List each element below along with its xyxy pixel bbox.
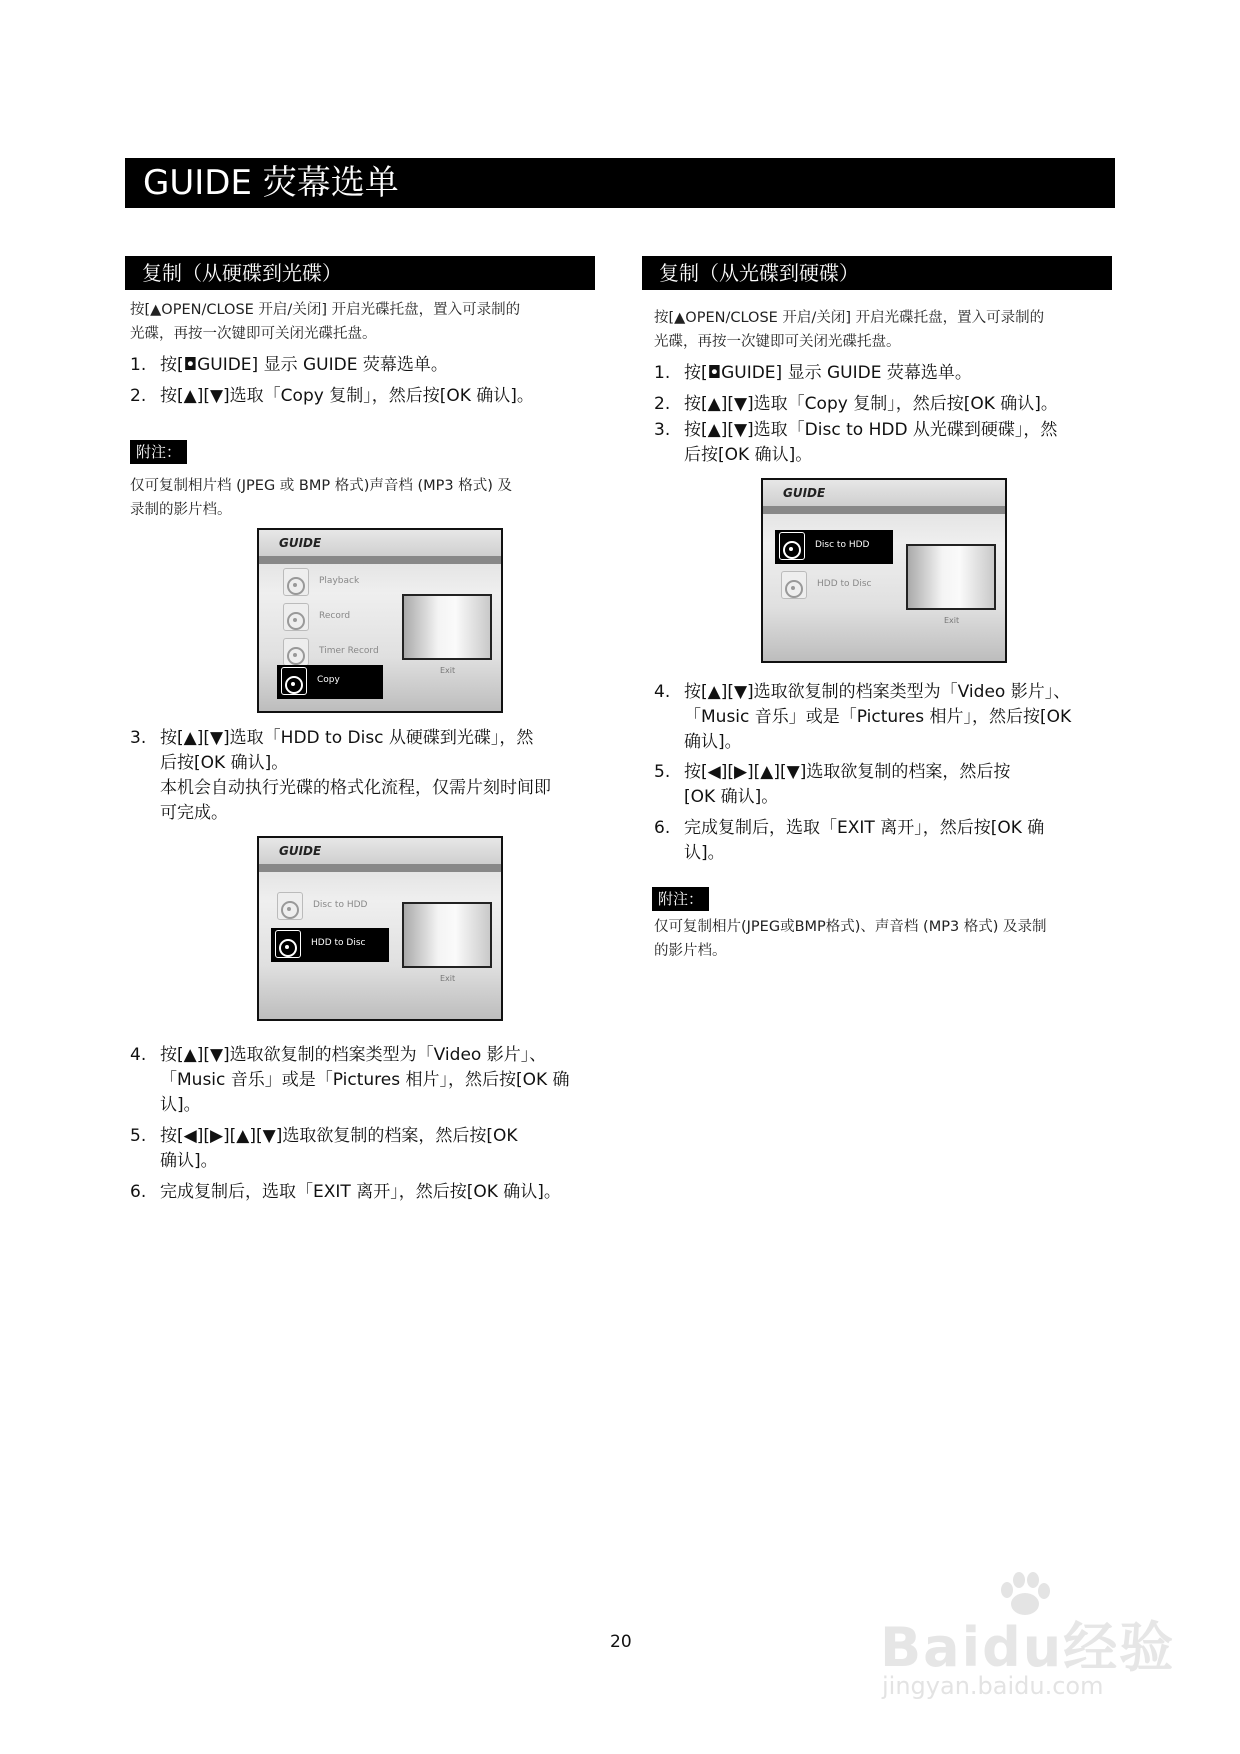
left-section-heading: 复制（从硬碟到光碟）	[125, 256, 595, 290]
right-step-1	[654, 361, 1134, 386]
right-step-4	[654, 680, 1134, 755]
exit-label: Exit	[440, 666, 456, 675]
exit-label: Exit	[440, 974, 456, 983]
menu-item-record	[279, 601, 379, 635]
left-intro-line2: 光碟，再按一次键即可关闭光碟托盘。	[130, 326, 377, 342]
step-text-line: 「Music 音乐」或是「Pictures 相片」，然后按[OK	[684, 707, 1072, 727]
right-note-line2: 的影片档。	[654, 943, 727, 959]
menu-item-copy-selected	[277, 665, 383, 699]
left-note-tag: 附注：	[130, 440, 187, 464]
step-text-line: 完成复制后，选取「EXIT 离开」，然后按[OK 确认]。	[160, 1182, 561, 1202]
step-number: 1.	[130, 355, 147, 375]
step-text-line: 后按[OK 确认]。	[160, 753, 289, 773]
playback-icon	[283, 568, 309, 596]
menu-item-label: HDD to Disc	[817, 579, 872, 589]
right-intro-line1: 按[▲OPEN/CLOSE 开启/关闭] 开启光碟托盘，置入可录制的	[654, 310, 1045, 326]
guide-menu-screenshot-hdd-to-disc	[257, 836, 503, 1021]
exit-label: Exit	[944, 616, 960, 625]
step-text-line: 认]。	[684, 843, 725, 863]
right-note-tag: 附注：	[652, 887, 709, 911]
left-step-4	[130, 1043, 610, 1118]
timer-record-icon	[283, 638, 309, 666]
menu-item-label: Timer Record	[319, 646, 379, 656]
menu-item-hdd-to-disc	[777, 569, 887, 603]
record-icon	[283, 603, 309, 631]
right-note-line1: 仅可复制相片(JPEG或BMP格式)、声音档 (MP3 格式) 及录制	[654, 919, 1047, 935]
right-intro	[654, 306, 1124, 354]
step-text-line: 认]。	[160, 1095, 201, 1115]
watermark-brand: Baidu经验	[880, 1616, 1176, 1679]
step-number: 4.	[654, 682, 671, 702]
page-title: GUIDE 荧幕选单	[125, 158, 1115, 208]
header-band	[259, 556, 501, 564]
left-note-line1: 仅可复制相片档 (JPEG 或 BMP 格式)声音档 (MP3 格式) 及	[130, 478, 512, 494]
step-text-line: 按[▲][▼]选取「Copy 复制」，然后按[OK 确认]。	[684, 394, 1058, 414]
step-text-line: 按[▲][▼]选取「HDD to Disc 从硬碟到光碟」，然	[160, 728, 534, 748]
header-band	[763, 506, 1005, 514]
step-number: 2.	[130, 386, 147, 406]
step-text: 按[▲][▼]选取「Copy 复制」，然后按[OK 确认]。	[160, 386, 534, 406]
left-note-line2: 录制的影片档。	[130, 502, 232, 518]
menu-item-label: Playback	[319, 576, 360, 586]
disc-to-hdd-icon	[779, 532, 805, 560]
menu-item-label: Disc to HDD	[815, 540, 870, 550]
right-note	[654, 915, 1124, 963]
step-text-line: 按[◘GUIDE] 显示 GUIDE 荧幕选单。	[684, 363, 972, 383]
left-step-3	[130, 726, 610, 826]
step-text-line: 按[◀][▶][▲][▼]选取欲复制的档案，然后按	[684, 762, 1011, 782]
step-number: 1.	[654, 363, 671, 383]
menu-item-disc-to-hdd	[273, 890, 383, 924]
right-section-heading: 复制（从光碟到硬碟）	[642, 256, 1112, 290]
menu-item-disc-to-hdd-selected	[775, 530, 893, 564]
disc-to-hdd-icon	[277, 892, 303, 920]
left-step-1	[130, 353, 610, 378]
step-text-line: 按[▲][▼]选取欲复制的档案类型为「Video 影片」、	[684, 682, 1071, 702]
right-step-6	[654, 816, 1134, 866]
step-text: 按[◘GUIDE] 显示 GUIDE 荧幕选单。	[160, 355, 448, 375]
step-number: 4.	[130, 1045, 147, 1065]
step-number: 6.	[130, 1182, 147, 1202]
step-text-line: 按[▲][▼]选取欲复制的档案类型为「Video 影片」、	[160, 1045, 547, 1065]
step-number: 6.	[654, 818, 671, 838]
right-step-5	[654, 760, 1134, 810]
step-number: 5.	[654, 762, 671, 782]
step-text-line: 按[◀][▶][▲][▼]选取欲复制的档案，然后按[OK	[160, 1126, 518, 1146]
step-text-line: [OK 确认]。	[684, 787, 779, 807]
menu-item-playback	[279, 566, 379, 600]
menu-item-label: HDD to Disc	[311, 938, 366, 948]
left-step-5	[130, 1124, 610, 1174]
guide-logo: GUIDE	[763, 480, 1005, 506]
preview-window	[906, 544, 996, 610]
copy-icon	[281, 667, 307, 695]
step-number: 3.	[654, 420, 671, 440]
step-text-line: 「Music 音乐」或是「Pictures 相片」，然后按[OK 确	[160, 1070, 570, 1090]
left-step-6	[130, 1180, 630, 1205]
step-text-line: 可完成。	[160, 803, 228, 823]
guide-menu-screenshot-copy	[257, 528, 503, 713]
step-number: 5.	[130, 1126, 147, 1146]
menu-item-hdd-to-disc-selected	[271, 928, 389, 962]
preview-window	[402, 902, 492, 968]
preview-window	[402, 594, 492, 660]
step-number: 2.	[654, 394, 671, 414]
right-intro-line2: 光碟，再按一次键即可关闭光碟托盘。	[654, 334, 901, 350]
left-intro	[130, 298, 600, 346]
step-text-line: 后按[OK 确认]。	[684, 445, 813, 465]
right-step-3	[654, 418, 1134, 468]
step-text-line: 按[▲][▼]选取「Disc to HDD 从光碟到硬碟」，然	[684, 420, 1058, 440]
step-number: 3.	[130, 728, 147, 748]
header-band	[259, 864, 501, 872]
hdd-to-disc-icon	[275, 930, 301, 958]
hdd-to-disc-icon	[781, 571, 807, 599]
step-text-line: 本机会自动执行光碟的格式化流程，仅需片刻时间即	[160, 778, 551, 798]
menu-item-label: Disc to HDD	[313, 900, 368, 910]
left-note	[130, 474, 600, 522]
step-text-line: 确认]。	[684, 732, 742, 752]
menu-item-label: Copy	[317, 675, 340, 685]
menu-item-label: Record	[319, 611, 351, 621]
left-intro-line1: 按[▲OPEN/CLOSE 开启/关闭] 开启光碟托盘，置入可录制的	[130, 302, 521, 318]
guide-logo: GUIDE	[259, 838, 501, 864]
left-step-2	[130, 384, 610, 409]
guide-logo: GUIDE	[259, 530, 501, 556]
step-text-line: 确认]。	[160, 1151, 218, 1171]
step-text-line: 完成复制后，选取「EXIT 离开」，然后按[OK 确	[684, 818, 1045, 838]
watermark-url: jingyan.baidu.com	[882, 1672, 1104, 1700]
right-step-2	[654, 392, 1134, 417]
guide-menu-screenshot-disc-to-hdd	[761, 478, 1007, 663]
page-number: 20	[610, 1632, 632, 1652]
